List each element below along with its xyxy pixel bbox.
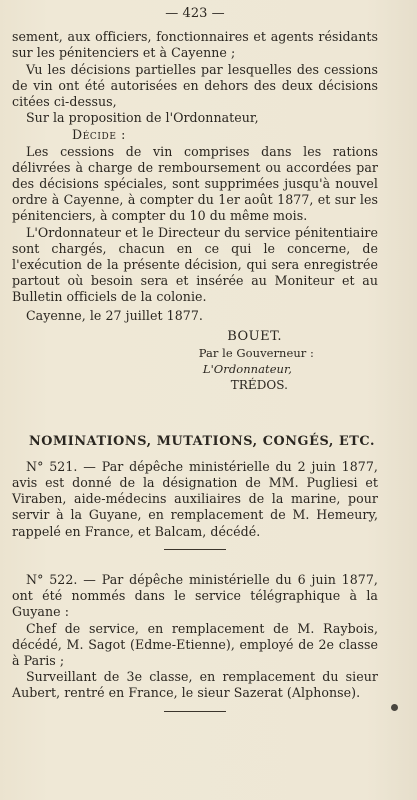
entry-522: N° 522. — Par dépêche ministérielle du 6 juin 1877, ont été nommés dans le service télégraphique à la Guyane : bbox=[12, 571, 378, 620]
text-column bbox=[12, 6, 378, 726]
separator-rule bbox=[164, 711, 226, 712]
paragraph-continuation: sement, aux officiers, fonctionnaires et agents résidants sur les pénitenciers et à Cayenne ; bbox=[12, 29, 378, 61]
countersignatory-name: TRÉDOS. bbox=[230, 378, 288, 393]
signatory-name: BOUET. bbox=[227, 328, 282, 344]
entry-522-chef: Chef de service, en remplacement de M. Raybois, décédé, M. Sagot (Edme-Etienne), employé de 2e classe à Paris ; bbox=[12, 620, 378, 668]
ink-spot bbox=[391, 704, 398, 711]
signature-block bbox=[12, 329, 378, 394]
date-line: Cayenne, le 27 juillet 1877. bbox=[26, 307, 203, 323]
paragraph-cessions: Les cessions de vin comprises dans les rations délivrées à charge de remboursement ou accordées par des décisions spéciales, sont supprimées jusqu'à nouvel ordre à Cayenne, à compter du 1er août 1877, et sur les pénitenciers, à compter du 10 du même mois. bbox=[12, 143, 378, 224]
paragraph-execution: L'Ordonnateur et le Directeur du service pénitentiaire sont chargés, chacun en ce qui le concerne, de l'exécution de la présente décision, qui sera enregistrée partout où besoin sera et insérée au Moniteur et au Bulletin officiels de la colonie. bbox=[12, 224, 378, 305]
separator-rule bbox=[164, 549, 226, 550]
paragraph-proposition: Sur la proposition de l'Ordonnateur, bbox=[26, 110, 259, 126]
entry-522-surveillant: Surveillant de 3e classe, en remplacement du sieur Aubert, rentré en France, le sieur Sazerat (Alphonse). bbox=[12, 669, 378, 701]
section-heading: NOMINATIONS, MUTATIONS, CONGÉS, ETC. bbox=[28, 433, 376, 449]
page-number: — 423 — bbox=[165, 6, 225, 21]
entry-521: N° 521. — Par dépêche ministérielle du 2 juin 1877, avis est donné de la désignation de MM. Pugliesi et Viraben, aide-médecins auxiliaires de la marine, pour servir à la Guyane, en remplacement de M. Hemeury, rappelé en France, et Balcam, décédé. bbox=[12, 458, 378, 539]
paragraph-vu: Vu les décisions partielles par lesquelles des cessions de vin ont été autorisées en dehors des deux décisions citées ci-dessus, bbox=[12, 61, 378, 110]
ordonnateur-title: L'Ordonnateur, bbox=[202, 362, 292, 377]
by-governor-line: Par le Gouverneur : bbox=[198, 346, 314, 361]
decide-heading: Décide : bbox=[72, 127, 126, 143]
